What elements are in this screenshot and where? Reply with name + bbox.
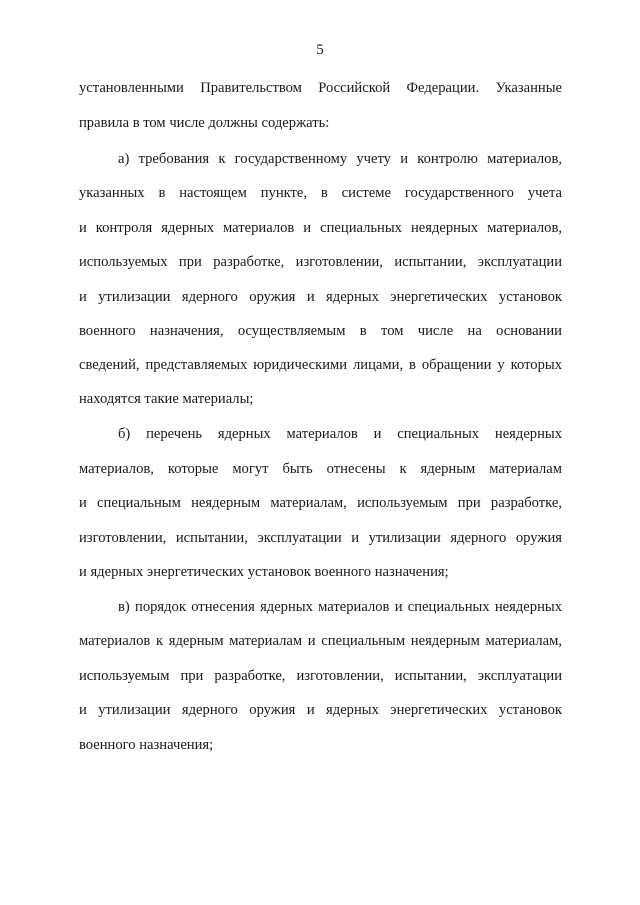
paragraph-b-first-line: б) перечень ядерных материалов и специальных неядерных <box>118 426 562 442</box>
text-line: сведений, представляемых юридическими лицами, в обращении у которых <box>79 357 562 373</box>
text-line: изготовлении, испытании, эксплуатации и утилизации ядерного оружия <box>79 530 562 546</box>
text-line: и контроля ядерных материалов и специальных неядерных материалов, <box>79 220 562 236</box>
paragraph-v-first-line: в) порядок отнесения ядерных материалов и специальных неядерных <box>118 599 562 615</box>
text-line: военного назначения, осуществляемым в том числе на основании <box>79 323 562 339</box>
text-line: военного назначения; <box>79 737 214 753</box>
text-line: используемым при разработке, изготовлении, испытании, эксплуатации <box>79 668 562 684</box>
text-line: и специальным неядерным материалам, используемым при разработке, <box>79 495 562 511</box>
text-line: правила в том числе должны содержать: <box>79 115 330 131</box>
text-line: материалов, которые могут быть отнесены к ядерным материалам <box>79 461 562 477</box>
paragraph-a-first-line: а) требования к государственному учету и контролю материалов, <box>118 151 562 167</box>
text-line: используемых при разработке, изготовлении, испытании, эксплуатации <box>79 254 562 270</box>
text-line: и ядерных энергетических установок военного назначения; <box>79 564 449 580</box>
text-line: материалов к ядерным материалам и специальным неядерным материалам, <box>79 633 562 649</box>
text-line: установленными Правительством Российской Федерации. Указанные <box>79 80 562 96</box>
text-line: указанных в настоящем пункте, в системе государственного учета <box>79 185 562 201</box>
text-line: находятся такие материалы; <box>79 391 254 407</box>
page-number: 5 <box>316 42 324 58</box>
text-line: и утилизации ядерного оружия и ядерных энергетических установок <box>79 702 562 718</box>
text-line: и утилизации ядерного оружия и ядерных энергетических установок <box>79 289 562 305</box>
